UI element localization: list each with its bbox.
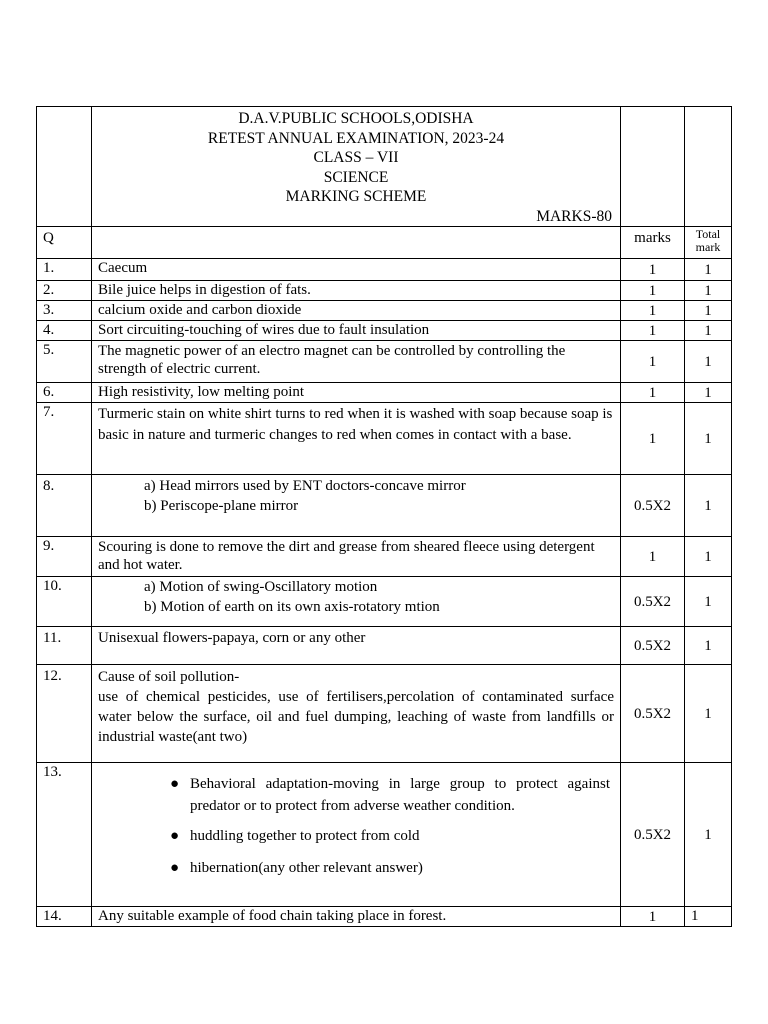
marks-value: 0.5X2 bbox=[621, 665, 685, 763]
answer-text: Bile juice helps in digestion of fats. bbox=[92, 281, 621, 301]
answer-text: calcium oxide and carbon dioxide bbox=[92, 301, 621, 321]
table-row bbox=[37, 665, 732, 763]
table-row bbox=[37, 475, 732, 537]
exam-name: RETEST ANNUAL EXAMINATION, 2023-24 bbox=[207, 129, 505, 147]
answer-text: Scouring is done to remove the dirt and grease from sheared fleece using detergent and hot water. bbox=[92, 537, 621, 577]
table-row bbox=[37, 907, 732, 927]
bullet-icon: ● bbox=[170, 776, 180, 792]
col-header-total-line1: Total bbox=[695, 227, 721, 241]
marks-value: 1 bbox=[621, 907, 685, 927]
table-row bbox=[37, 627, 732, 665]
question-number: 12. bbox=[37, 665, 92, 763]
total-value: 1 bbox=[685, 259, 732, 281]
max-marks: MARKS-80 bbox=[536, 207, 612, 225]
question-number: 10. bbox=[37, 577, 92, 627]
total-value: 1 bbox=[685, 763, 732, 907]
table-row bbox=[37, 301, 732, 321]
marks-value: 0.5X2 bbox=[621, 577, 685, 627]
class-label: CLASS – VII bbox=[313, 149, 399, 166]
answer-block bbox=[92, 665, 621, 763]
table-row bbox=[37, 577, 732, 627]
subject-label: SCIENCE bbox=[323, 168, 389, 186]
answer-text: Caecum bbox=[92, 259, 621, 281]
title-q-cell bbox=[37, 107, 92, 227]
table-row bbox=[37, 259, 732, 281]
total-value: 1 bbox=[685, 301, 732, 321]
question-number: 14. bbox=[37, 907, 92, 927]
col-header-total bbox=[685, 227, 732, 259]
total-value: 1 bbox=[685, 577, 732, 627]
question-number: 3. bbox=[37, 301, 92, 321]
table-row bbox=[37, 763, 732, 907]
col-header-total-line2: mark bbox=[695, 240, 721, 254]
marks-value: 1 bbox=[621, 301, 685, 321]
answer-part: a) Motion of swing-Oscillatory motion bbox=[144, 579, 378, 595]
total-value: 1 bbox=[685, 665, 732, 763]
answer-parts-list bbox=[98, 577, 614, 617]
question-number: 2. bbox=[37, 281, 92, 301]
document-type: MARKING SCHEME bbox=[285, 188, 427, 205]
total-value: 1 bbox=[685, 475, 732, 537]
answer-bullet-list bbox=[98, 773, 614, 877]
question-number: 6. bbox=[37, 383, 92, 403]
question-number: 7. bbox=[37, 403, 92, 475]
marks-value: 1 bbox=[621, 321, 685, 341]
marks-value: 1 bbox=[621, 281, 685, 301]
question-number: 8. bbox=[37, 475, 92, 537]
question-number: 5. bbox=[37, 341, 92, 383]
col-header-q: Q bbox=[37, 227, 92, 259]
marks-value: 1 bbox=[621, 259, 685, 281]
answer-parts bbox=[92, 577, 621, 627]
table-row bbox=[37, 281, 732, 301]
answer-part: b) Periscope-plane mirror bbox=[144, 498, 299, 514]
answer-text: High resistivity, low melting point bbox=[92, 383, 621, 403]
column-header-row bbox=[37, 227, 732, 259]
marks-value: 1 bbox=[621, 403, 685, 475]
bullet-text: huddling together to protect from cold bbox=[190, 828, 420, 844]
school-name: D.A.V.PUBLIC SCHOOLS,ODISHA bbox=[238, 110, 474, 127]
marks-value: 0.5X2 bbox=[621, 627, 685, 665]
answer-title: Cause of soil pollution- bbox=[98, 669, 240, 685]
col-header-answer bbox=[92, 227, 621, 259]
table-row bbox=[37, 341, 732, 383]
answer-part: a) Head mirrors used by ENT doctors-concave mirror bbox=[144, 478, 466, 494]
answer-text: Turmeric stain on white shirt turns to red when it is washed with soap because soap is basic in nature and turmeric changes to red when comes in contact with a base. bbox=[92, 403, 621, 475]
title-marks-cell bbox=[621, 107, 685, 227]
question-number: 9. bbox=[37, 537, 92, 577]
title-total-cell bbox=[685, 107, 732, 227]
answer-part: b) Motion of earth on its own axis-rotatory mtion bbox=[144, 599, 440, 615]
total-value: 1 bbox=[685, 403, 732, 475]
total-value: 1 bbox=[685, 627, 732, 665]
marks-value: 0.5X2 bbox=[621, 763, 685, 907]
answer-text: The magnetic power of an electro magnet can be controlled by controlling the strength of electric current. bbox=[92, 341, 621, 383]
question-number: 13. bbox=[37, 763, 92, 907]
table-row bbox=[37, 403, 732, 475]
list-item bbox=[98, 859, 614, 877]
bullet-icon: ● bbox=[170, 828, 180, 844]
answer-parts-list bbox=[98, 476, 614, 516]
question-number: 1. bbox=[37, 259, 92, 281]
list-item bbox=[98, 827, 614, 845]
question-number: 4. bbox=[37, 321, 92, 341]
total-value: 1 bbox=[685, 341, 732, 383]
marks-value: 1 bbox=[621, 383, 685, 403]
answer-text: Unisexual flowers-papaya, corn or any other bbox=[92, 627, 621, 665]
list-item bbox=[98, 773, 614, 817]
bullet-text: hibernation(any other relevant answer) bbox=[190, 860, 423, 876]
answer-bullets bbox=[92, 763, 621, 907]
marking-scheme-sheet bbox=[36, 106, 732, 927]
total-value: 1 bbox=[685, 321, 732, 341]
col-header-marks: marks bbox=[621, 227, 685, 259]
total-value: 1 bbox=[685, 383, 732, 403]
bullet-icon: ● bbox=[170, 860, 180, 876]
marks-value: 1 bbox=[621, 537, 685, 577]
table-row bbox=[37, 321, 732, 341]
answer-text: use of chemical pesticides, use of fertilisers,percolation of contaminated surface water below the surface, oil and fuel dumping, leaching of waste from landfills or industrial waste(ant two) bbox=[98, 689, 614, 745]
title-row bbox=[37, 107, 732, 227]
answer-text: Any suitable example of food chain taking place in forest. bbox=[92, 907, 621, 927]
question-number: 11. bbox=[37, 627, 92, 665]
table-row bbox=[37, 383, 732, 403]
total-value: 1 bbox=[685, 537, 732, 577]
marks-value: 0.5X2 bbox=[621, 475, 685, 537]
total-value: 1 bbox=[685, 281, 732, 301]
marking-scheme-table bbox=[36, 106, 732, 927]
answer-text: Sort circuiting-touching of wires due to fault insulation bbox=[92, 321, 621, 341]
bullet-text: Behavioral adaptation-moving in large group to protect against predator or to protect from adverse weather condition. bbox=[190, 776, 610, 814]
table-row bbox=[37, 537, 732, 577]
total-value: 1 bbox=[685, 907, 732, 927]
marks-value: 1 bbox=[621, 341, 685, 383]
title-block bbox=[92, 107, 621, 227]
answer-parts bbox=[92, 475, 621, 537]
